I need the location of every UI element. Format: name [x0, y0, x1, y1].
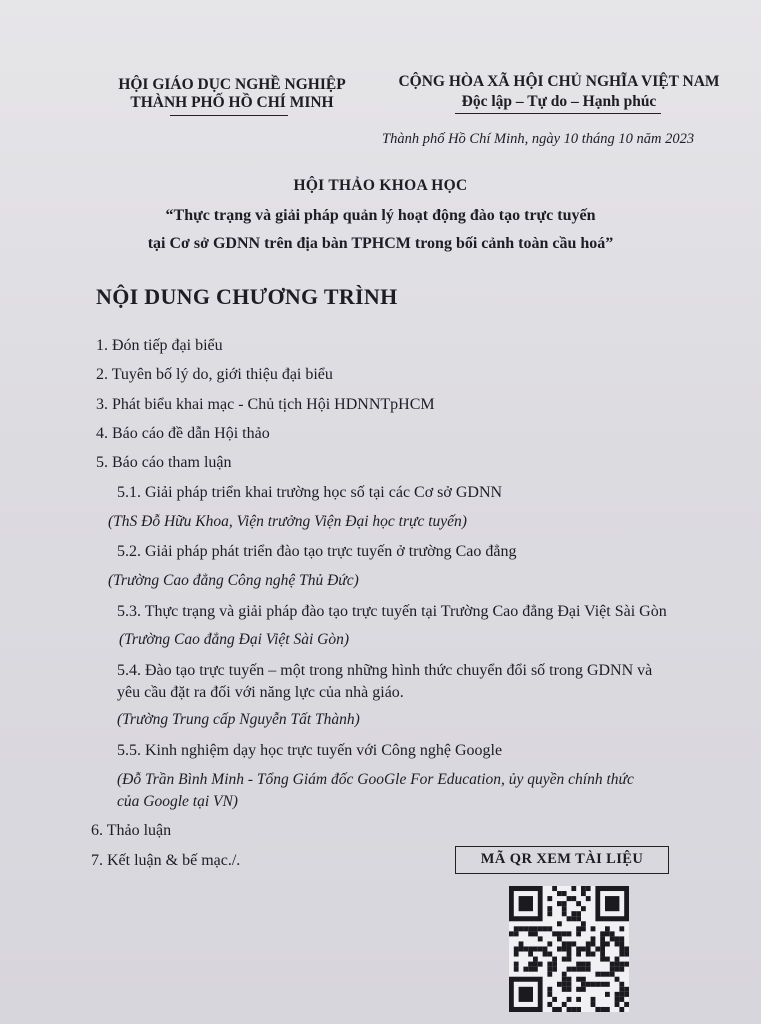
report-title: 5.3. Thực trạng và giải pháp đào tạo trực tuyến tại Trường Cao đẳng Đại Việt Sài Gòn — [117, 603, 667, 620]
agenda-item: 2. Tuyên bố lý do, giới thiệu đại biểu — [96, 366, 333, 383]
report-title: 5.1. Giải pháp triển khai trường học số tại các Cơ sở GDNN — [117, 484, 503, 501]
report-source: (Trường Trung cấp Nguyễn Tất Thành) — [117, 711, 360, 728]
org-underline — [170, 115, 288, 116]
org-name-line2: THÀNH PHỐ HỒ CHÍ MINH — [130, 94, 334, 111]
topic-line1: “Thực trạng và giải pháp quản lý hoạt động đào tạo trực tuyến — [165, 207, 596, 224]
agenda-item: 5. Báo cáo tham luận — [96, 454, 232, 471]
qr-code-icon[interactable] — [509, 886, 629, 1012]
agenda-item: 1. Đón tiếp đại biểu — [96, 337, 223, 354]
event-title: HỘI THẢO KHOA HỌC — [293, 177, 468, 194]
report-source: (Trường Cao đẳng Công nghệ Thủ Đức) — [108, 572, 359, 589]
motto-underline — [455, 113, 661, 114]
report-source: (Trường Cao đẳng Đại Việt Sài Gòn) — [119, 631, 349, 648]
report-title-cont: yêu cầu đặt ra đối với năng lực của nhà giáo. — [117, 684, 404, 701]
agenda-item: 3. Phát biểu khai mạc - Chủ tịch Hội HDNNTpHCM — [96, 396, 435, 413]
agenda-item: 6. Thảo luận — [91, 822, 172, 839]
report-source-cont: của Google tại VN) — [117, 793, 238, 810]
state-motto: Độc lập – Tự do – Hạnh phúc — [461, 93, 657, 110]
state-name: CỘNG HÒA XÃ HỘI CHỦ NGHĨA VIỆT NAM — [398, 73, 720, 90]
agenda-item: 4. Báo cáo đề dẫn Hội thảo — [96, 425, 270, 442]
report-title: 5.5. Kinh nghiệm dạy học trực tuyến với Công nghệ Google — [117, 742, 503, 759]
agenda-item: 7. Kết luận & bế mạc./. — [91, 852, 241, 869]
qr-label-box: MÃ QR XEM TÀI LIỆU — [455, 846, 669, 874]
document-date: Thành phố Hồ Chí Minh, ngày 10 tháng 10 năm 2023 — [382, 131, 695, 147]
report-title: 5.4. Đào tạo trực tuyến – một trong những hình thức chuyển đổi số trong GDNN và — [117, 662, 653, 679]
report-title: 5.2. Giải pháp phát triển đào tạo trực tuyến ở trường Cao đẳng — [117, 543, 517, 560]
report-source: (Đỗ Trần Bình Minh - Tổng Giám đốc GooGle For Education, ủy quyền chính thức — [117, 771, 634, 788]
org-name-line1: HỘI GIÁO DỤC NGHỀ NGHIỆP — [118, 76, 346, 93]
report-source: (ThS Đỗ Hữu Khoa, Viện trưởng Viện Đại học trực tuyến) — [108, 513, 467, 530]
program-heading: NỘI DUNG CHƯƠNG TRÌNH — [96, 284, 398, 309]
topic-line2: tại Cơ sở GDNN trên địa bàn TPHCM trong bối cảnh toàn cầu hoá” — [147, 235, 614, 252]
